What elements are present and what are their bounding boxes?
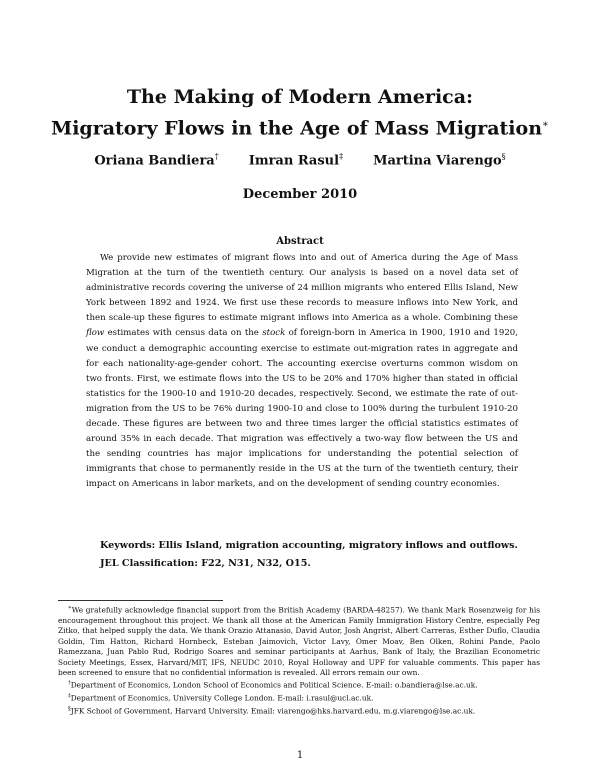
- footnotes: [58, 603, 540, 717]
- footnote-marker: ∗: [68, 605, 72, 611]
- page-number: 1: [296, 750, 304, 761]
- keywords: Keywords: Ellis Island, migration accounting, migratory inflows and outflows.: [100, 540, 518, 551]
- title-footnote-marker: ∗: [542, 119, 549, 130]
- publication-date: December 2010: [242, 187, 358, 202]
- author: [249, 152, 343, 168]
- jel-classification: JEL Classification: F22, N31, N32, O15.: [100, 558, 311, 569]
- author-name: Martina Viarengo: [373, 153, 502, 169]
- title-line-2: [0, 111, 600, 142]
- footnote: [58, 691, 540, 704]
- author: [94, 152, 218, 168]
- author-name: Oriana Bandiera: [94, 153, 215, 169]
- footnote-text: JFK School of Government, Harvard University. Email: viarengo@hks.harvard.edu, m.g.viarengo@lse.ac.uk.: [70, 706, 476, 716]
- footnote-text: We gratefully acknowledge financial support from the British Academy (BARDA-48257). We thank Mark Rosenzweig for his encouragement throughout this project. We thank all those at the American Family Immigration History Centre, especially Peg Zitko, that helped supply the data. We thank Orazio Attanasio, David Autor, Josh Angrist, Albert Carreras, Esther Duflo, Claudia Goldin, Tim Hatton, Richard Hornbeck, Esteban Jaimovich, Victor Lavy, Omer Moav, Ben Olken, Rohini Pande, Paolo Ramezzana, Juan Pablo Rud, Rodrigo Soares and seminar participants at Aarhus, Bank of Italy, the Brazilian Econometric Society Meetings, Essex, Harvard/MIT, IFS, NEUDC 2010, Royal Holloway and UPF for valuable comments. This paper has been screened to ensure that no confidential information is revealed. All errors remain our own.: [58, 605, 540, 677]
- footnote: [58, 678, 540, 691]
- footnote-text: Department of Economics, London School of Economics and Political Science. E-mail: o.bandiera@lse.ac.uk.: [70, 680, 478, 690]
- abstract-emphasis: stock: [262, 328, 286, 339]
- abstract-heading: Abstract: [276, 236, 324, 247]
- author-list: [0, 152, 600, 168]
- footnote: [58, 603, 540, 678]
- author: [373, 152, 506, 168]
- footnote-marker: ‡: [68, 693, 71, 700]
- footnote-marker: §: [68, 706, 71, 713]
- footnote: [58, 704, 540, 717]
- author-marker: ‡: [339, 152, 344, 161]
- paper-title: [0, 84, 600, 142]
- keywords-block: [100, 537, 530, 573]
- abstract-text: estimates with census data on the: [104, 328, 263, 339]
- footnote-text: Department of Economics, University College London. E-mail: i.rasul@ucl.ac.uk.: [70, 693, 374, 703]
- title-line-1: The Making of Modern America:: [126, 86, 474, 108]
- author-name: Imran Rasul: [248, 153, 340, 169]
- abstract-text: We provide new estimates of migrant flows into and out of America during the Age of Mass Migration at the turn of the twentieth century. Our analysis is based on a novel data set of administrative records covering the universe of 24 million migrants who entered Ellis Island, New York between 1892 and 1924. We first use these records to measure inflows into New York, and then scale-up these figures to estimate migrant inflows into America as a whole. Combining these: [86, 253, 518, 324]
- title-line-2-text: Migratory Flows in the Age of Mass Migration: [51, 117, 543, 140]
- author-marker: †: [214, 152, 219, 161]
- abstract-text: of foreign-born in America in 1900, 1910 and 1920, we conduct a demographic accounting exercise to estimate out-migration rates in aggregate and for each nationality-age-gender cohort. The accounting exercise overturns common wisdom on two fronts. First, we estimate flows into the US to be 20% and 170% higher than stated in official statistics for the 1900-10 and 1910-20 decades, respectively. Second, we estimate the rate of out-migration from the US to be 76% during 1900-10 and close to 100% during the turbulent 1910-20 decade. These figures are between two and three times larger the official statistics estimates of around 35% in each decade. That migration was effectively a two-way flow between the US and the sending countries has major implications for understanding the potential selection of immigrants that chose to permanently reside in the US at the turn of the twentieth century, their impact on Americans in labor markets, and on the development of sending country economies.: [86, 328, 518, 490]
- abstract-emphasis: flow: [86, 328, 105, 339]
- author-marker: §: [501, 152, 506, 161]
- footnote-marker: †: [68, 680, 71, 687]
- footnote-divider: [58, 600, 223, 601]
- abstract-body: [86, 251, 518, 493]
